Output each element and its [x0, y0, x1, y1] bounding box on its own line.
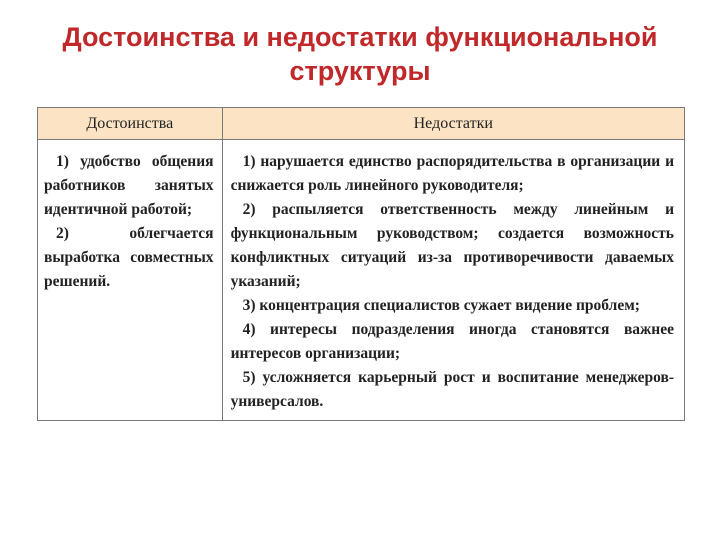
disadvantage-item-2: 2) распыляется ответственность между линейным и функциональным руководством; создается возможность конфликтных ситуаций из-за противоречивости даваемых указаний;	[230, 201, 674, 290]
slide-title	[0, 20, 720, 88]
slide-title-line-2: структуры	[289, 56, 431, 86]
comparison-table	[37, 107, 685, 421]
disadvantages-cell	[222, 140, 684, 421]
disadvantage-item-5: 5) усложняется карьерный рост и воспитание менеджеров-универсалов.	[230, 369, 674, 410]
slide-title-line-1: Достоинства и недостатки функциональной	[62, 22, 658, 52]
table-body-row	[38, 140, 685, 421]
advantage-item-2: 2) облегчается выработка совместных решений.	[44, 225, 214, 290]
advantage-item-1: 1) удобство общения работников занятых идентичной работой;	[44, 153, 214, 218]
disadvantage-item-1: 1) нарушается единство распорядительства в организации и снижается роль линейного руководителя;	[230, 153, 674, 194]
disadvantages-header: Недостатки	[222, 108, 684, 140]
disadvantage-item-4: 4) интересы подразделения иногда становятся важнее интересов организации;	[230, 321, 674, 362]
advantages-cell	[38, 140, 223, 421]
advantages-header: Достоинства	[38, 108, 223, 140]
disadvantage-item-3: 3) концентрация специалистов сужает видение проблем;	[242, 297, 640, 314]
table-header-row	[38, 108, 685, 140]
